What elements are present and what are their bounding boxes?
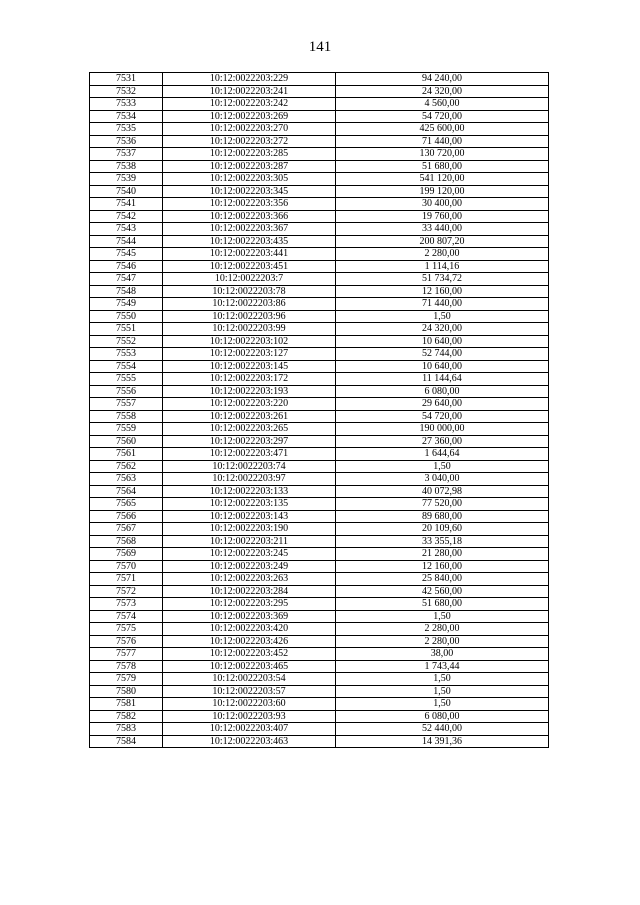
row-number-cell: 7545 <box>90 248 163 261</box>
row-number-cell: 7552 <box>90 335 163 348</box>
value-cell: 52 440,00 <box>336 723 549 736</box>
cadastral-number-cell: 10:12:0022203:451 <box>163 260 336 273</box>
row-number-cell: 7573 <box>90 598 163 611</box>
row-number-cell: 7558 <box>90 410 163 423</box>
table-body <box>90 73 549 748</box>
value-cell: 425 600,00 <box>336 123 549 136</box>
cadastral-number-cell: 10:12:0022203:7 <box>163 273 336 286</box>
table-row <box>90 573 549 586</box>
value-cell: 30 400,00 <box>336 198 549 211</box>
table-row <box>90 635 549 648</box>
table-row <box>90 698 549 711</box>
cadastral-number-cell: 10:12:0022203:135 <box>163 498 336 511</box>
row-number-cell: 7546 <box>90 260 163 273</box>
table-row <box>90 273 549 286</box>
table-row <box>90 373 549 386</box>
row-number-cell: 7578 <box>90 660 163 673</box>
value-cell: 51 680,00 <box>336 160 549 173</box>
cadastral-number-cell: 10:12:0022203:463 <box>163 735 336 748</box>
table-row <box>90 460 549 473</box>
value-cell: 11 144,64 <box>336 373 549 386</box>
cadastral-number-cell: 10:12:0022203:284 <box>163 585 336 598</box>
value-cell: 2 280,00 <box>336 635 549 648</box>
row-number-cell: 7560 <box>90 435 163 448</box>
value-cell: 10 640,00 <box>336 360 549 373</box>
row-number-cell: 7559 <box>90 423 163 436</box>
table-row <box>90 385 549 398</box>
value-cell: 40 072,98 <box>336 485 549 498</box>
row-number-cell: 7540 <box>90 185 163 198</box>
value-cell: 190 000,00 <box>336 423 549 436</box>
table-row <box>90 560 549 573</box>
cadastral-number-cell: 10:12:0022203:269 <box>163 110 336 123</box>
row-number-cell: 7561 <box>90 448 163 461</box>
row-number-cell: 7547 <box>90 273 163 286</box>
table-row <box>90 473 549 486</box>
cadastral-number-cell: 10:12:0022203:272 <box>163 135 336 148</box>
table-row <box>90 410 549 423</box>
row-number-cell: 7539 <box>90 173 163 186</box>
value-cell: 51 734,72 <box>336 273 549 286</box>
cadastral-number-cell: 10:12:0022203:452 <box>163 648 336 661</box>
cadastral-number-cell: 10:12:0022203:74 <box>163 460 336 473</box>
value-cell: 2 280,00 <box>336 248 549 261</box>
cadastral-number-cell: 10:12:0022203:407 <box>163 723 336 736</box>
table-row <box>90 173 549 186</box>
row-number-cell: 7557 <box>90 398 163 411</box>
row-number-cell: 7536 <box>90 135 163 148</box>
row-number-cell: 7565 <box>90 498 163 511</box>
value-cell: 4 560,00 <box>336 98 549 111</box>
table-row <box>90 110 549 123</box>
cadastral-number-cell: 10:12:0022203:99 <box>163 323 336 336</box>
row-number-cell: 7583 <box>90 723 163 736</box>
value-cell: 89 680,00 <box>336 510 549 523</box>
cadastral-number-cell: 10:12:0022203:263 <box>163 573 336 586</box>
cadastral-number-cell: 10:12:0022203:193 <box>163 385 336 398</box>
row-number-cell: 7551 <box>90 323 163 336</box>
value-cell: 33 355,18 <box>336 535 549 548</box>
row-number-cell: 7556 <box>90 385 163 398</box>
row-number-cell: 7553 <box>90 348 163 361</box>
table-row <box>90 398 549 411</box>
value-cell: 21 280,00 <box>336 548 549 561</box>
value-cell: 77 520,00 <box>336 498 549 511</box>
value-cell: 541 120,00 <box>336 173 549 186</box>
value-cell: 25 840,00 <box>336 573 549 586</box>
table-row <box>90 598 549 611</box>
row-number-cell: 7544 <box>90 235 163 248</box>
table-row <box>90 423 549 436</box>
table-row <box>90 360 549 373</box>
cadastral-number-cell: 10:12:0022203:426 <box>163 635 336 648</box>
cadastral-number-cell: 10:12:0022203:242 <box>163 98 336 111</box>
cadastral-number-cell: 10:12:0022203:143 <box>163 510 336 523</box>
row-number-cell: 7549 <box>90 298 163 311</box>
value-cell: 38,00 <box>336 648 549 661</box>
row-number-cell: 7572 <box>90 585 163 598</box>
row-number-cell: 7563 <box>90 473 163 486</box>
register-table <box>89 72 549 748</box>
table-row <box>90 585 549 598</box>
value-cell: 14 391,36 <box>336 735 549 748</box>
value-cell: 1,50 <box>336 685 549 698</box>
value-cell: 71 440,00 <box>336 298 549 311</box>
cadastral-number-cell: 10:12:0022203:78 <box>163 285 336 298</box>
table-row <box>90 135 549 148</box>
value-cell: 1 644,64 <box>336 448 549 461</box>
table-row <box>90 223 549 236</box>
row-number-cell: 7580 <box>90 685 163 698</box>
cadastral-number-cell: 10:12:0022203:369 <box>163 610 336 623</box>
cadastral-number-cell: 10:12:0022203:249 <box>163 560 336 573</box>
table-row <box>90 435 549 448</box>
table-row <box>90 498 549 511</box>
table-row <box>90 535 549 548</box>
table-row <box>90 148 549 161</box>
cadastral-number-cell: 10:12:0022203:145 <box>163 360 336 373</box>
cadastral-number-cell: 10:12:0022203:297 <box>163 435 336 448</box>
row-number-cell: 7534 <box>90 110 163 123</box>
row-number-cell: 7542 <box>90 210 163 223</box>
cadastral-number-cell: 10:12:0022203:211 <box>163 535 336 548</box>
cadastral-number-cell: 10:12:0022203:261 <box>163 410 336 423</box>
cadastral-number-cell: 10:12:0022203:356 <box>163 198 336 211</box>
row-number-cell: 7574 <box>90 610 163 623</box>
value-cell: 1,50 <box>336 673 549 686</box>
cadastral-number-cell: 10:12:0022203:245 <box>163 548 336 561</box>
cadastral-number-cell: 10:12:0022203:102 <box>163 335 336 348</box>
table-row <box>90 523 549 536</box>
cadastral-number-cell: 10:12:0022203:345 <box>163 185 336 198</box>
value-cell: 19 760,00 <box>336 210 549 223</box>
row-number-cell: 7575 <box>90 623 163 636</box>
table-row <box>90 210 549 223</box>
table-row <box>90 673 549 686</box>
cadastral-number-cell: 10:12:0022203:229 <box>163 73 336 86</box>
cadastral-number-cell: 10:12:0022203:441 <box>163 248 336 261</box>
table-row <box>90 310 549 323</box>
row-number-cell: 7571 <box>90 573 163 586</box>
value-cell: 1,50 <box>336 460 549 473</box>
value-cell: 199 120,00 <box>336 185 549 198</box>
value-cell: 2 280,00 <box>336 623 549 636</box>
table-row <box>90 610 549 623</box>
cadastral-number-cell: 10:12:0022203:172 <box>163 373 336 386</box>
table-row <box>90 235 549 248</box>
value-cell: 200 807,20 <box>336 235 549 248</box>
row-number-cell: 7532 <box>90 85 163 98</box>
value-cell: 6 080,00 <box>336 385 549 398</box>
row-number-cell: 7564 <box>90 485 163 498</box>
value-cell: 24 320,00 <box>336 323 549 336</box>
row-number-cell: 7579 <box>90 673 163 686</box>
value-cell: 33 440,00 <box>336 223 549 236</box>
cadastral-number-cell: 10:12:0022203:133 <box>163 485 336 498</box>
row-number-cell: 7581 <box>90 698 163 711</box>
value-cell: 52 744,00 <box>336 348 549 361</box>
cadastral-number-cell: 10:12:0022203:305 <box>163 173 336 186</box>
table-row <box>90 448 549 461</box>
cadastral-number-cell: 10:12:0022203:270 <box>163 123 336 136</box>
value-cell: 12 160,00 <box>336 285 549 298</box>
value-cell: 1 743,44 <box>336 660 549 673</box>
value-cell: 20 109,60 <box>336 523 549 536</box>
row-number-cell: 7537 <box>90 148 163 161</box>
cadastral-number-cell: 10:12:0022203:295 <box>163 598 336 611</box>
table-row <box>90 348 549 361</box>
table-row <box>90 85 549 98</box>
row-number-cell: 7541 <box>90 198 163 211</box>
row-number-cell: 7567 <box>90 523 163 536</box>
row-number-cell: 7535 <box>90 123 163 136</box>
table-row <box>90 123 549 136</box>
row-number-cell: 7531 <box>90 73 163 86</box>
table-row <box>90 260 549 273</box>
table-row <box>90 185 549 198</box>
value-cell: 3 040,00 <box>336 473 549 486</box>
table-row <box>90 623 549 636</box>
value-cell: 42 560,00 <box>336 585 549 598</box>
row-number-cell: 7538 <box>90 160 163 173</box>
cadastral-number-cell: 10:12:0022203:465 <box>163 660 336 673</box>
table-row <box>90 510 549 523</box>
page-number: 141 <box>308 39 332 55</box>
row-number-cell: 7543 <box>90 223 163 236</box>
table-row <box>90 685 549 698</box>
table-row <box>90 198 549 211</box>
value-cell: 6 080,00 <box>336 710 549 723</box>
row-number-cell: 7548 <box>90 285 163 298</box>
row-number-cell: 7555 <box>90 373 163 386</box>
table-row <box>90 73 549 86</box>
table-row <box>90 160 549 173</box>
cadastral-number-cell: 10:12:0022203:190 <box>163 523 336 536</box>
row-number-cell: 7550 <box>90 310 163 323</box>
value-cell: 1,50 <box>336 310 549 323</box>
table-row <box>90 548 549 561</box>
cadastral-number-cell: 10:12:0022203:93 <box>163 710 336 723</box>
cadastral-number-cell: 10:12:0022203:86 <box>163 298 336 311</box>
table-row <box>90 710 549 723</box>
cadastral-number-cell: 10:12:0022203:97 <box>163 473 336 486</box>
value-cell: 10 640,00 <box>336 335 549 348</box>
value-cell: 71 440,00 <box>336 135 549 148</box>
row-number-cell: 7554 <box>90 360 163 373</box>
cadastral-number-cell: 10:12:0022203:127 <box>163 348 336 361</box>
value-cell: 27 360,00 <box>336 435 549 448</box>
value-cell: 54 720,00 <box>336 410 549 423</box>
cadastral-number-cell: 10:12:0022203:471 <box>163 448 336 461</box>
value-cell: 1 114,16 <box>336 260 549 273</box>
cadastral-number-cell: 10:12:0022203:366 <box>163 210 336 223</box>
row-number-cell: 7582 <box>90 710 163 723</box>
value-cell: 1,50 <box>336 698 549 711</box>
table-row <box>90 735 549 748</box>
row-number-cell: 7568 <box>90 535 163 548</box>
cadastral-number-cell: 10:12:0022203:220 <box>163 398 336 411</box>
cadastral-number-cell: 10:12:0022203:287 <box>163 160 336 173</box>
table-row <box>90 660 549 673</box>
value-cell: 94 240,00 <box>336 73 549 86</box>
value-cell: 29 640,00 <box>336 398 549 411</box>
value-cell: 24 320,00 <box>336 85 549 98</box>
cadastral-number-cell: 10:12:0022203:367 <box>163 223 336 236</box>
table-row <box>90 98 549 111</box>
value-cell: 130 720,00 <box>336 148 549 161</box>
table-row <box>90 248 549 261</box>
value-cell: 12 160,00 <box>336 560 549 573</box>
value-cell: 1,50 <box>336 610 549 623</box>
row-number-cell: 7576 <box>90 635 163 648</box>
table-row <box>90 298 549 311</box>
table-row <box>90 335 549 348</box>
cadastral-number-cell: 10:12:0022203:96 <box>163 310 336 323</box>
table-row <box>90 485 549 498</box>
row-number-cell: 7569 <box>90 548 163 561</box>
cadastral-number-cell: 10:12:0022203:265 <box>163 423 336 436</box>
table-row <box>90 323 549 336</box>
value-cell: 54 720,00 <box>336 110 549 123</box>
row-number-cell: 7584 <box>90 735 163 748</box>
row-number-cell: 7577 <box>90 648 163 661</box>
table-row <box>90 285 549 298</box>
row-number-cell: 7562 <box>90 460 163 473</box>
cadastral-number-cell: 10:12:0022203:60 <box>163 698 336 711</box>
cadastral-number-cell: 10:12:0022203:54 <box>163 673 336 686</box>
cadastral-number-cell: 10:12:0022203:435 <box>163 235 336 248</box>
row-number-cell: 7533 <box>90 98 163 111</box>
value-cell: 51 680,00 <box>336 598 549 611</box>
table-row <box>90 648 549 661</box>
cadastral-number-cell: 10:12:0022203:241 <box>163 85 336 98</box>
cadastral-number-cell: 10:12:0022203:285 <box>163 148 336 161</box>
cadastral-number-cell: 10:12:0022203:420 <box>163 623 336 636</box>
row-number-cell: 7566 <box>90 510 163 523</box>
table-row <box>90 723 549 736</box>
row-number-cell: 7570 <box>90 560 163 573</box>
cadastral-number-cell: 10:12:0022203:57 <box>163 685 336 698</box>
